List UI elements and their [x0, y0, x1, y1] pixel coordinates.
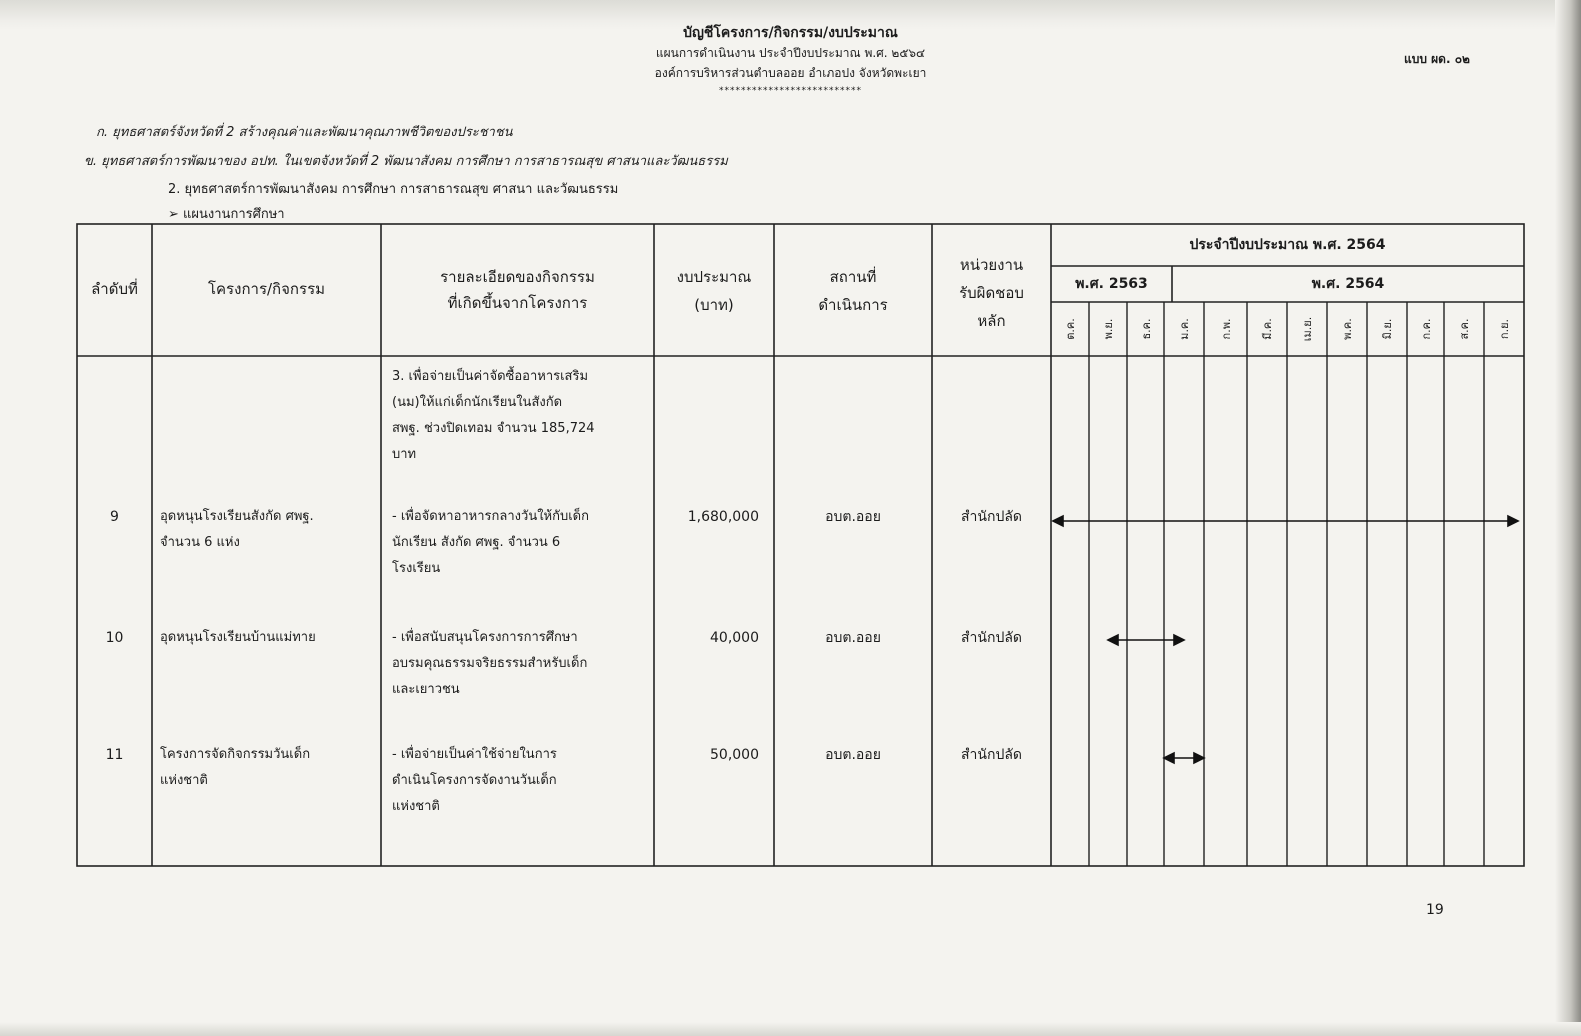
schedule-arrow — [1053, 516, 1518, 526]
header-no: ลำดับที่ — [91, 280, 138, 298]
header-budget-2: (บาท) — [694, 296, 734, 314]
month-label-7: พ.ค. — [1341, 318, 1354, 340]
header-unit-1: หน่วยงาน — [959, 256, 1024, 274]
month-label-2: ธ.ค. — [1139, 318, 1153, 340]
month-label-3: ม.ค. — [1178, 318, 1191, 340]
row-unit: สำนักปลัด — [960, 509, 1022, 525]
row-detail-line: แห่งชาติ — [392, 799, 440, 814]
carryover-line: (นม)ให้แก่เด็กนักเรียนในสังกัด — [392, 395, 563, 410]
organization-name: องค์การบริหารส่วนตำบลออย อำเภอปง จังหวัดพะเยา — [654, 66, 927, 80]
month-label-1: พ.ย. — [1102, 318, 1115, 340]
row-detail — [392, 504, 654, 582]
arrowhead-left — [1108, 635, 1118, 645]
carryover-detail — [392, 364, 654, 468]
row-budget: 40,000 — [710, 630, 759, 646]
row-detail-line: ดำเนินโครงการจัดงานวันเด็ก — [392, 773, 557, 788]
row-place: อบต.ออย — [825, 747, 881, 763]
row-detail-line: - เพื่อจ่ายเป็นค่าใช้จ่ายในการ — [392, 747, 557, 762]
document-title: บัญชีโครงการ/กิจกรรม/งบประมาณ — [683, 25, 898, 41]
row-detail-line: นักเรียน สังกัด ศพฐ. จำนวน 6 — [392, 535, 561, 550]
schedule-arrow — [1164, 753, 1204, 763]
star-divider: ************************** — [719, 86, 862, 96]
plan-education: ➢ แผนงานการศึกษา — [168, 207, 285, 222]
header-project: โครงการ/กิจกรรม — [207, 280, 326, 298]
row-detail-line: - เพื่อจัดหาอาหารกลางวันให้กับเด็ก — [392, 509, 589, 524]
row-unit: สำนักปลัด — [960, 630, 1022, 646]
arrowhead-right — [1174, 635, 1184, 645]
row-project-line: อุดหนุนโรงเรียนสังกัด ศพฐ. — [160, 509, 314, 524]
row-project — [160, 742, 378, 794]
carryover-line: 3. เพื่อจ่ายเป็นค่าจัดซื้ออาหารเสริม — [392, 369, 589, 384]
month-label-10: ส.ค. — [1458, 318, 1471, 340]
document-subtitle: แผนการดำเนินงาน ประจำปีงบประมาณ พ.ศ. ๒๕๖๔ — [655, 46, 926, 60]
header-place-2: ดำเนินการ — [818, 296, 888, 314]
month-label-6: เม.ย. — [1301, 316, 1314, 342]
row-detail-line: - เพื่อสนับสนุนโครงการการศึกษา — [392, 630, 578, 645]
row-detail — [392, 625, 654, 703]
month-label-11: ก.ย. — [1498, 318, 1511, 340]
month-label-8: มิ.ย. — [1381, 318, 1394, 340]
month-label-9: ก.ค. — [1419, 318, 1433, 340]
row-project-line: แห่งชาติ — [160, 773, 208, 788]
arrowhead-left — [1164, 753, 1174, 763]
row-budget: 1,680,000 — [687, 509, 759, 525]
row-project — [160, 504, 378, 556]
header-detail-1: รายละเอียดของกิจกรรม — [440, 268, 595, 286]
row-budget: 50,000 — [710, 747, 759, 763]
month-label-5: มี.ค. — [1261, 318, 1274, 340]
header-year-2564: พ.ศ. 2564 — [1311, 276, 1385, 292]
row-detail-line: อบรมคุณธรรมจริยธรรมสำหรับเด็ก — [392, 656, 588, 671]
carryover-line: บาท — [392, 447, 417, 462]
header-fiscal-year: ประจำปีงบประมาณ พ.ศ. 2564 — [1189, 237, 1386, 253]
header-budget-1: งบประมาณ — [676, 268, 752, 286]
schedule-arrow — [1108, 635, 1184, 645]
month-label-0: ต.ค. — [1064, 318, 1077, 340]
arrowhead-right — [1508, 516, 1518, 526]
strategy-province: ก. ยุทธศาสตร์จังหวัดที่ 2 สร้างคุณค่าและพัฒนาคุณภาพชีวิตของประชาชน — [96, 125, 513, 140]
month-label-4: ก.พ. — [1219, 318, 1233, 340]
row-project-line: อุดหนุนโรงเรียนบ้านแม่ทาย — [160, 630, 316, 645]
header-place-1: สถานที่ — [829, 268, 877, 286]
header-detail-2: ที่เกิดขึ้นจากโครงการ — [447, 294, 588, 312]
header-year-2563: พ.ศ. 2563 — [1075, 276, 1148, 292]
strategy-social: 2. ยุทธศาสตร์การพัฒนาสังคม การศึกษา การสาธารณสุข ศาสนา และวัฒนธรรม — [168, 182, 619, 197]
arrowhead-right — [1194, 753, 1204, 763]
row-place: อบต.ออย — [825, 509, 881, 525]
arrowhead-left — [1053, 516, 1063, 526]
header-unit-3: หลัก — [977, 312, 1006, 330]
row-number: 11 — [105, 747, 124, 763]
row-project-line: โครงการจัดกิจกรรมวันเด็ก — [160, 747, 311, 762]
page-number: 19 — [1426, 902, 1444, 918]
row-project — [160, 625, 378, 651]
row-project-line: จำนวน 6 แห่ง — [160, 535, 240, 550]
row-detail-line: โรงเรียน — [392, 561, 441, 576]
carryover-line: สพฐ. ช่วงปิดเทอม จำนวน 185,724 — [392, 421, 595, 436]
row-place: อบต.ออย — [825, 630, 881, 646]
strategy-local: ข. ยุทธศาสตร์การพัฒนาของ อปท. ในเขตจังหวัดที่ 2 พัฒนาสังคม การศึกษา การสาธารณสุข ศาสนาและวัฒนธรรม — [84, 154, 728, 169]
form-code: แบบ ผด. ๐๒ — [1404, 52, 1470, 66]
row-detail — [392, 742, 654, 820]
header-unit-2: รับผิดชอบ — [959, 284, 1024, 302]
row-number: 9 — [110, 509, 119, 525]
row-unit: สำนักปลัด — [960, 747, 1022, 763]
row-detail-line: และเยาวชน — [392, 682, 460, 697]
row-number: 10 — [105, 630, 124, 646]
